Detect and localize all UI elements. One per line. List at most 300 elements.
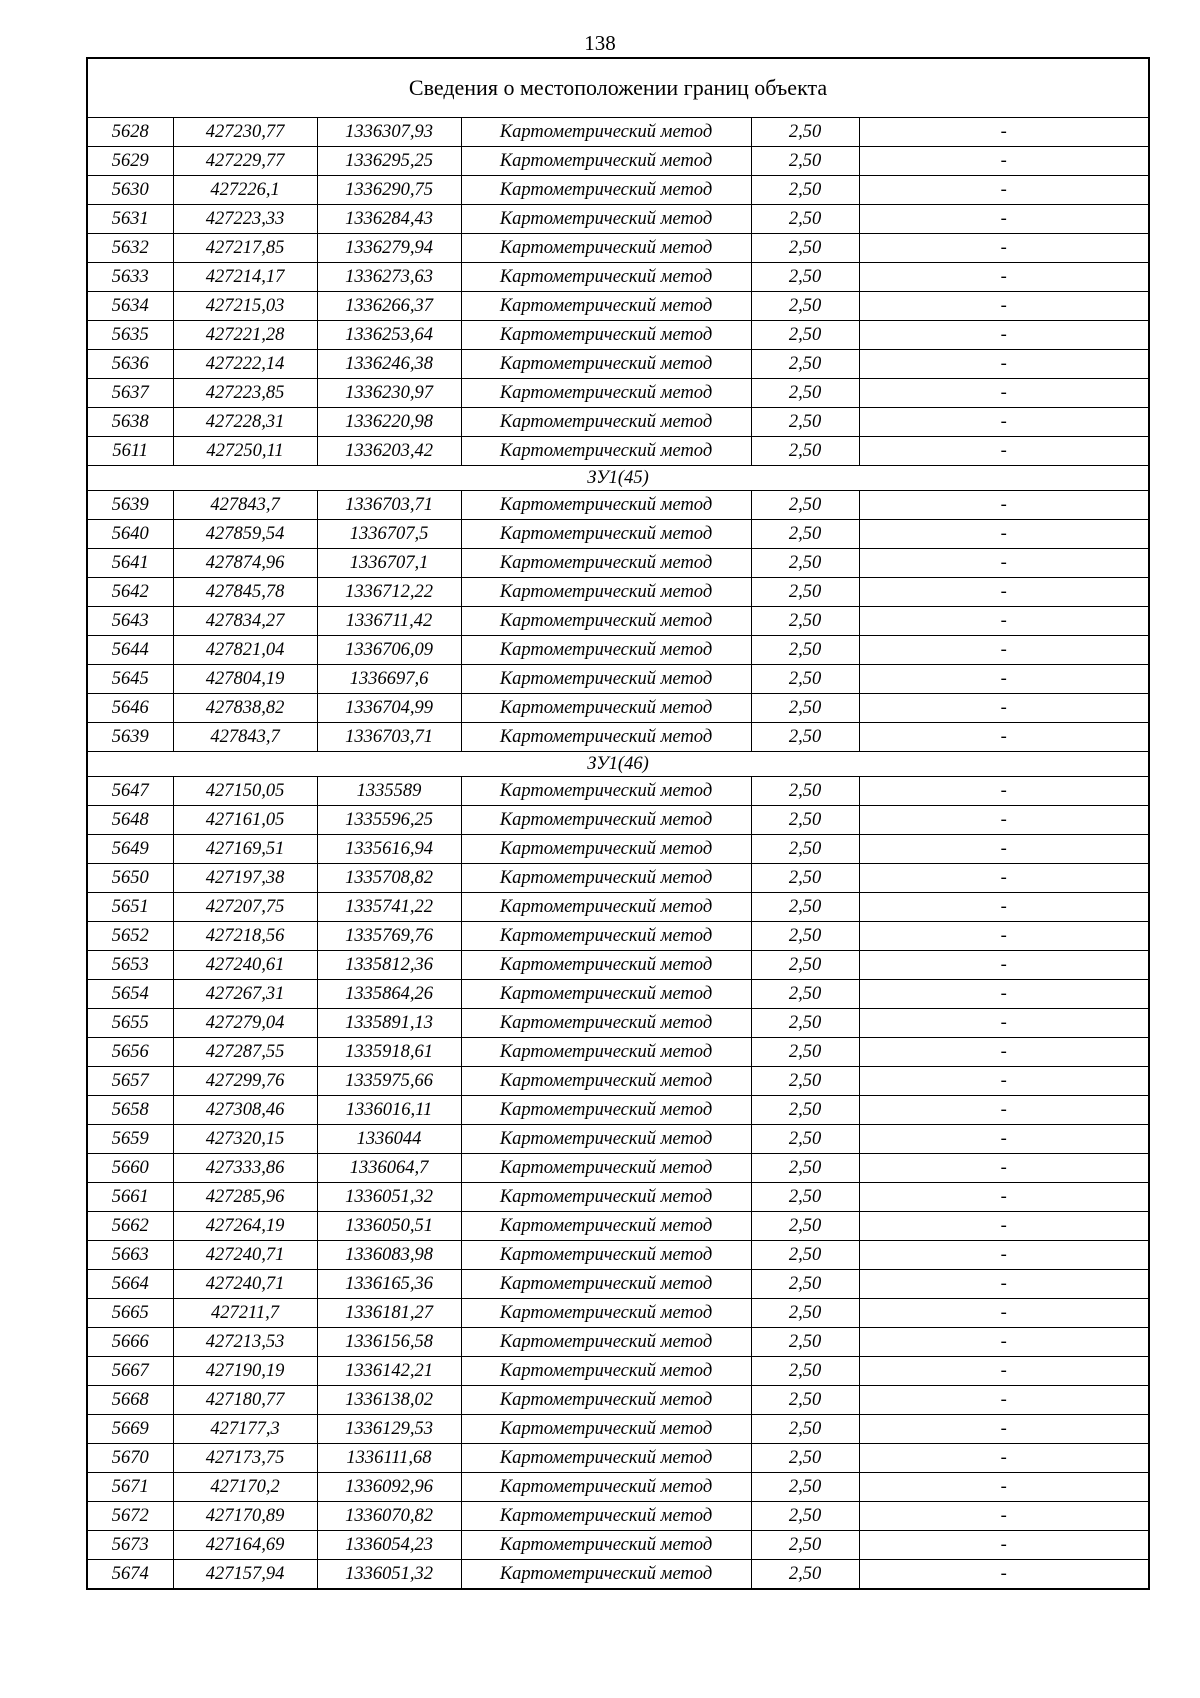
- x-coordinate-cell: 427320,15: [173, 1125, 317, 1154]
- x-coordinate-cell: 427230,77: [173, 118, 317, 147]
- method-cell: Картометрический метод: [461, 147, 751, 176]
- note-cell: -: [859, 1154, 1149, 1183]
- note-cell: -: [859, 350, 1149, 379]
- method-cell: Картометрический метод: [461, 922, 751, 951]
- x-coordinate-cell: 427223,85: [173, 379, 317, 408]
- accuracy-cell: 2,50: [751, 1502, 859, 1531]
- method-cell: Картометрический метод: [461, 520, 751, 549]
- accuracy-cell: 2,50: [751, 806, 859, 835]
- accuracy-cell: 2,50: [751, 777, 859, 806]
- point-number-cell: 5650: [87, 864, 173, 893]
- y-coordinate-cell: 1336044: [317, 1125, 461, 1154]
- y-coordinate-cell: 1335918,61: [317, 1038, 461, 1067]
- table-row: [87, 1096, 1149, 1125]
- x-coordinate-cell: 427287,55: [173, 1038, 317, 1067]
- accuracy-cell: 2,50: [751, 636, 859, 665]
- note-cell: -: [859, 118, 1149, 147]
- table-row: [87, 1502, 1149, 1531]
- point-number-cell: 5669: [87, 1415, 173, 1444]
- y-coordinate-cell: 1335864,26: [317, 980, 461, 1009]
- y-coordinate-cell: 1336273,63: [317, 263, 461, 292]
- note-cell: -: [859, 549, 1149, 578]
- point-number-cell: 5639: [87, 491, 173, 520]
- note-cell: -: [859, 1386, 1149, 1415]
- note-cell: -: [859, 491, 1149, 520]
- table-row: [87, 694, 1149, 723]
- x-coordinate-cell: 427299,76: [173, 1067, 317, 1096]
- x-coordinate-cell: 427240,61: [173, 951, 317, 980]
- y-coordinate-cell: 1336266,37: [317, 292, 461, 321]
- x-coordinate-cell: 427843,7: [173, 723, 317, 752]
- method-cell: Картометрический метод: [461, 1415, 751, 1444]
- method-cell: Картометрический метод: [461, 379, 751, 408]
- x-coordinate-cell: 427161,05: [173, 806, 317, 835]
- method-cell: Картометрический метод: [461, 723, 751, 752]
- accuracy-cell: 2,50: [751, 1212, 859, 1241]
- method-cell: Картометрический метод: [461, 437, 751, 466]
- y-coordinate-cell: 1336051,32: [317, 1560, 461, 1590]
- accuracy-cell: 2,50: [751, 234, 859, 263]
- note-cell: -: [859, 1038, 1149, 1067]
- method-cell: Картометрический метод: [461, 1038, 751, 1067]
- point-number-cell: 5646: [87, 694, 173, 723]
- accuracy-cell: 2,50: [751, 893, 859, 922]
- accuracy-cell: 2,50: [751, 1531, 859, 1560]
- accuracy-cell: 2,50: [751, 864, 859, 893]
- y-coordinate-cell: 1336220,98: [317, 408, 461, 437]
- table-row: [87, 1299, 1149, 1328]
- table-row: [87, 118, 1149, 147]
- note-cell: -: [859, 176, 1149, 205]
- x-coordinate-cell: 427285,96: [173, 1183, 317, 1212]
- table-row: [87, 980, 1149, 1009]
- point-number-cell: 5674: [87, 1560, 173, 1590]
- x-coordinate-cell: 427221,28: [173, 321, 317, 350]
- table-row: [87, 1560, 1149, 1590]
- x-coordinate-cell: 427211,7: [173, 1299, 317, 1328]
- x-coordinate-cell: 427250,11: [173, 437, 317, 466]
- y-coordinate-cell: 1336016,11: [317, 1096, 461, 1125]
- note-cell: -: [859, 1328, 1149, 1357]
- point-number-cell: 5660: [87, 1154, 173, 1183]
- y-coordinate-cell: 1336279,94: [317, 234, 461, 263]
- note-cell: -: [859, 665, 1149, 694]
- x-coordinate-cell: 427218,56: [173, 922, 317, 951]
- table-row: [87, 893, 1149, 922]
- y-coordinate-cell: 1336064,7: [317, 1154, 461, 1183]
- point-number-cell: 5651: [87, 893, 173, 922]
- boundary-table: [86, 57, 1150, 1590]
- y-coordinate-cell: 1335769,76: [317, 922, 461, 951]
- note-cell: -: [859, 1560, 1149, 1590]
- table-row: [87, 321, 1149, 350]
- point-number-cell: 5667: [87, 1357, 173, 1386]
- table-row: [87, 491, 1149, 520]
- accuracy-cell: 2,50: [751, 665, 859, 694]
- table-row: [87, 806, 1149, 835]
- accuracy-cell: 2,50: [751, 1096, 859, 1125]
- point-number-cell: 5641: [87, 549, 173, 578]
- note-cell: -: [859, 1212, 1149, 1241]
- x-coordinate-cell: 427821,04: [173, 636, 317, 665]
- point-number-cell: 5635: [87, 321, 173, 350]
- x-coordinate-cell: 427843,7: [173, 491, 317, 520]
- note-cell: -: [859, 636, 1149, 665]
- method-cell: Картометрический метод: [461, 951, 751, 980]
- note-cell: -: [859, 893, 1149, 922]
- x-coordinate-cell: 427217,85: [173, 234, 317, 263]
- table-row: [87, 1444, 1149, 1473]
- table-row: [87, 263, 1149, 292]
- method-cell: Картометрический метод: [461, 408, 751, 437]
- x-coordinate-cell: 427197,38: [173, 864, 317, 893]
- accuracy-cell: 2,50: [751, 1328, 859, 1357]
- x-coordinate-cell: 427240,71: [173, 1270, 317, 1299]
- accuracy-cell: 2,50: [751, 118, 859, 147]
- table-row: [87, 835, 1149, 864]
- note-cell: -: [859, 980, 1149, 1009]
- y-coordinate-cell: 1336165,36: [317, 1270, 461, 1299]
- method-cell: Картометрический метод: [461, 1502, 751, 1531]
- method-cell: Картометрический метод: [461, 1328, 751, 1357]
- x-coordinate-cell: 427164,69: [173, 1531, 317, 1560]
- x-coordinate-cell: 427170,2: [173, 1473, 317, 1502]
- accuracy-cell: 2,50: [751, 694, 859, 723]
- table-row: [87, 176, 1149, 205]
- table-row: [87, 1067, 1149, 1096]
- y-coordinate-cell: 1335975,66: [317, 1067, 461, 1096]
- accuracy-cell: 2,50: [751, 408, 859, 437]
- method-cell: Картометрический метод: [461, 806, 751, 835]
- table-row: [87, 578, 1149, 607]
- note-cell: -: [859, 147, 1149, 176]
- point-number-cell: 5644: [87, 636, 173, 665]
- table-title: Сведения о местоположении границ объекта: [87, 58, 1149, 118]
- point-number-cell: 5649: [87, 835, 173, 864]
- y-coordinate-cell: 1336707,5: [317, 520, 461, 549]
- method-cell: Картометрический метод: [461, 1009, 751, 1038]
- method-cell: Картометрический метод: [461, 1096, 751, 1125]
- point-number-cell: 5664: [87, 1270, 173, 1299]
- point-number-cell: 5634: [87, 292, 173, 321]
- page-number: 138: [584, 31, 616, 55]
- point-number-cell: 5648: [87, 806, 173, 835]
- table-row: [87, 1183, 1149, 1212]
- method-cell: Картометрический метод: [461, 1386, 751, 1415]
- y-coordinate-cell: 1335589: [317, 777, 461, 806]
- x-coordinate-cell: 427264,19: [173, 1212, 317, 1241]
- accuracy-cell: 2,50: [751, 1415, 859, 1444]
- y-coordinate-cell: 1336246,38: [317, 350, 461, 379]
- note-cell: -: [859, 777, 1149, 806]
- y-coordinate-cell: 1335891,13: [317, 1009, 461, 1038]
- point-number-cell: 5656: [87, 1038, 173, 1067]
- y-coordinate-cell: 1336295,25: [317, 147, 461, 176]
- method-cell: Картометрический метод: [461, 321, 751, 350]
- note-cell: -: [859, 1473, 1149, 1502]
- accuracy-cell: 2,50: [751, 1357, 859, 1386]
- x-coordinate-cell: 427169,51: [173, 835, 317, 864]
- table-row: [87, 379, 1149, 408]
- table-row: [87, 777, 1149, 806]
- x-coordinate-cell: 427180,77: [173, 1386, 317, 1415]
- x-coordinate-cell: 427150,05: [173, 777, 317, 806]
- point-number-cell: 5659: [87, 1125, 173, 1154]
- table-row: [87, 1154, 1149, 1183]
- table-row: [87, 549, 1149, 578]
- method-cell: Картометрический метод: [461, 777, 751, 806]
- x-coordinate-cell: 427170,89: [173, 1502, 317, 1531]
- table-row: [87, 1241, 1149, 1270]
- accuracy-cell: 2,50: [751, 1183, 859, 1212]
- accuracy-cell: 2,50: [751, 1067, 859, 1096]
- method-cell: Картометрический метод: [461, 234, 751, 263]
- x-coordinate-cell: 427207,75: [173, 893, 317, 922]
- point-number-cell: 5666: [87, 1328, 173, 1357]
- point-number-cell: 5636: [87, 350, 173, 379]
- x-coordinate-cell: 427173,75: [173, 1444, 317, 1473]
- method-cell: Картометрический метод: [461, 980, 751, 1009]
- point-number-cell: 5640: [87, 520, 173, 549]
- note-cell: -: [859, 607, 1149, 636]
- note-cell: -: [859, 408, 1149, 437]
- y-coordinate-cell: 1336070,82: [317, 1502, 461, 1531]
- point-number-cell: 5663: [87, 1241, 173, 1270]
- table-row: [87, 1212, 1149, 1241]
- note-cell: -: [859, 835, 1149, 864]
- x-coordinate-cell: 427874,96: [173, 549, 317, 578]
- note-cell: -: [859, 1444, 1149, 1473]
- y-coordinate-cell: 1335812,36: [317, 951, 461, 980]
- section-header-row: [87, 752, 1149, 777]
- x-coordinate-cell: 427190,19: [173, 1357, 317, 1386]
- note-cell: -: [859, 1096, 1149, 1125]
- method-cell: Картометрический метод: [461, 176, 751, 205]
- note-cell: -: [859, 205, 1149, 234]
- y-coordinate-cell: 1335596,25: [317, 806, 461, 835]
- note-cell: -: [859, 1531, 1149, 1560]
- table-row: [87, 1386, 1149, 1415]
- x-coordinate-cell: 427279,04: [173, 1009, 317, 1038]
- method-cell: Картометрический метод: [461, 1444, 751, 1473]
- table-row: [87, 147, 1149, 176]
- note-cell: -: [859, 321, 1149, 350]
- accuracy-cell: 2,50: [751, 1009, 859, 1038]
- accuracy-cell: 2,50: [751, 578, 859, 607]
- accuracy-cell: 2,50: [751, 723, 859, 752]
- x-coordinate-cell: 427308,46: [173, 1096, 317, 1125]
- point-number-cell: 5668: [87, 1386, 173, 1415]
- table-row: [87, 723, 1149, 752]
- note-cell: -: [859, 1502, 1149, 1531]
- method-cell: Картометрический метод: [461, 607, 751, 636]
- accuracy-cell: 2,50: [751, 437, 859, 466]
- method-cell: Картометрический метод: [461, 665, 751, 694]
- section-label: ЗУ1(46): [87, 752, 1149, 777]
- point-number-cell: 5654: [87, 980, 173, 1009]
- method-cell: Картометрический метод: [461, 549, 751, 578]
- method-cell: Картометрический метод: [461, 835, 751, 864]
- note-cell: -: [859, 1125, 1149, 1154]
- accuracy-cell: 2,50: [751, 1560, 859, 1590]
- method-cell: Картометрический метод: [461, 1299, 751, 1328]
- x-coordinate-cell: 427213,53: [173, 1328, 317, 1357]
- method-cell: Картометрический метод: [461, 1183, 751, 1212]
- point-number-cell: 5658: [87, 1096, 173, 1125]
- table-row: [87, 665, 1149, 694]
- y-coordinate-cell: 1336703,71: [317, 491, 461, 520]
- y-coordinate-cell: 1336253,64: [317, 321, 461, 350]
- point-number-cell: 5671: [87, 1473, 173, 1502]
- point-number-cell: 5611: [87, 437, 173, 466]
- note-cell: -: [859, 234, 1149, 263]
- table-row: [87, 1473, 1149, 1502]
- table-row: [87, 350, 1149, 379]
- point-number-cell: 5652: [87, 922, 173, 951]
- y-coordinate-cell: 1336142,21: [317, 1357, 461, 1386]
- table-row: [87, 636, 1149, 665]
- x-coordinate-cell: 427229,77: [173, 147, 317, 176]
- note-cell: -: [859, 1357, 1149, 1386]
- y-coordinate-cell: 1336203,42: [317, 437, 461, 466]
- point-number-cell: 5629: [87, 147, 173, 176]
- point-number-cell: 5645: [87, 665, 173, 694]
- y-coordinate-cell: 1336704,99: [317, 694, 461, 723]
- x-coordinate-cell: 427267,31: [173, 980, 317, 1009]
- y-coordinate-cell: 1336054,23: [317, 1531, 461, 1560]
- accuracy-cell: 2,50: [751, 491, 859, 520]
- method-cell: Картометрический метод: [461, 1357, 751, 1386]
- x-coordinate-cell: 427177,3: [173, 1415, 317, 1444]
- accuracy-cell: 2,50: [751, 147, 859, 176]
- x-coordinate-cell: 427228,31: [173, 408, 317, 437]
- note-cell: -: [859, 1270, 1149, 1299]
- accuracy-cell: 2,50: [751, 520, 859, 549]
- y-coordinate-cell: 1336181,27: [317, 1299, 461, 1328]
- note-cell: -: [859, 951, 1149, 980]
- x-coordinate-cell: 427157,94: [173, 1560, 317, 1590]
- method-cell: Картометрический метод: [461, 694, 751, 723]
- accuracy-cell: 2,50: [751, 607, 859, 636]
- point-number-cell: 5628: [87, 118, 173, 147]
- method-cell: Картометрический метод: [461, 1125, 751, 1154]
- note-cell: -: [859, 1009, 1149, 1038]
- method-cell: Картометрический метод: [461, 636, 751, 665]
- x-coordinate-cell: 427804,19: [173, 665, 317, 694]
- x-coordinate-cell: 427223,33: [173, 205, 317, 234]
- point-number-cell: 5661: [87, 1183, 173, 1212]
- note-cell: -: [859, 723, 1149, 752]
- point-number-cell: 5631: [87, 205, 173, 234]
- point-number-cell: 5665: [87, 1299, 173, 1328]
- table-row: [87, 607, 1149, 636]
- point-number-cell: 5662: [87, 1212, 173, 1241]
- section-header-row: [87, 466, 1149, 491]
- method-cell: Картометрический метод: [461, 118, 751, 147]
- accuracy-cell: 2,50: [751, 1299, 859, 1328]
- y-coordinate-cell: 1335708,82: [317, 864, 461, 893]
- method-cell: Картометрический метод: [461, 491, 751, 520]
- method-cell: Картометрический метод: [461, 1560, 751, 1590]
- point-number-cell: 5642: [87, 578, 173, 607]
- y-coordinate-cell: 1336697,6: [317, 665, 461, 694]
- accuracy-cell: 2,50: [751, 1241, 859, 1270]
- accuracy-cell: 2,50: [751, 835, 859, 864]
- point-number-cell: 5643: [87, 607, 173, 636]
- method-cell: Картометрический метод: [461, 1154, 751, 1183]
- accuracy-cell: 2,50: [751, 350, 859, 379]
- y-coordinate-cell: 1335741,22: [317, 893, 461, 922]
- method-cell: Картометрический метод: [461, 578, 751, 607]
- note-cell: -: [859, 263, 1149, 292]
- point-number-cell: 5673: [87, 1531, 173, 1560]
- point-number-cell: 5647: [87, 777, 173, 806]
- y-coordinate-cell: 1336083,98: [317, 1241, 461, 1270]
- y-coordinate-cell: 1336138,02: [317, 1386, 461, 1415]
- table-row: [87, 205, 1149, 234]
- point-number-cell: 5630: [87, 176, 173, 205]
- note-cell: -: [859, 806, 1149, 835]
- table-row: [87, 1125, 1149, 1154]
- accuracy-cell: 2,50: [751, 1270, 859, 1299]
- accuracy-cell: 2,50: [751, 292, 859, 321]
- note-cell: -: [859, 520, 1149, 549]
- x-coordinate-cell: 427226,1: [173, 176, 317, 205]
- table-row: [87, 234, 1149, 263]
- table-title-row: [87, 58, 1149, 118]
- note-cell: -: [859, 864, 1149, 893]
- accuracy-cell: 2,50: [751, 951, 859, 980]
- method-cell: Картометрический метод: [461, 1067, 751, 1096]
- table-row: [87, 951, 1149, 980]
- y-coordinate-cell: 1336129,53: [317, 1415, 461, 1444]
- y-coordinate-cell: 1336707,1: [317, 549, 461, 578]
- y-coordinate-cell: 1336284,43: [317, 205, 461, 234]
- method-cell: Картометрический метод: [461, 1241, 751, 1270]
- point-number-cell: 5657: [87, 1067, 173, 1096]
- point-number-cell: 5670: [87, 1444, 173, 1473]
- x-coordinate-cell: 427222,14: [173, 350, 317, 379]
- accuracy-cell: 2,50: [751, 1386, 859, 1415]
- table-row: [87, 1270, 1149, 1299]
- table-row: [87, 864, 1149, 893]
- note-cell: -: [859, 578, 1149, 607]
- accuracy-cell: 2,50: [751, 1444, 859, 1473]
- accuracy-cell: 2,50: [751, 1038, 859, 1067]
- note-cell: -: [859, 437, 1149, 466]
- table-row: [87, 408, 1149, 437]
- x-coordinate-cell: 427838,82: [173, 694, 317, 723]
- table-row: [87, 1038, 1149, 1067]
- accuracy-cell: 2,50: [751, 549, 859, 578]
- accuracy-cell: 2,50: [751, 1154, 859, 1183]
- x-coordinate-cell: 427214,17: [173, 263, 317, 292]
- accuracy-cell: 2,50: [751, 176, 859, 205]
- y-coordinate-cell: 1336156,58: [317, 1328, 461, 1357]
- table-row: [87, 437, 1149, 466]
- accuracy-cell: 2,50: [751, 980, 859, 1009]
- note-cell: -: [859, 1183, 1149, 1212]
- y-coordinate-cell: 1336051,32: [317, 1183, 461, 1212]
- point-number-cell: 5637: [87, 379, 173, 408]
- y-coordinate-cell: 1336711,42: [317, 607, 461, 636]
- x-coordinate-cell: 427859,54: [173, 520, 317, 549]
- method-cell: Картометрический метод: [461, 205, 751, 234]
- y-coordinate-cell: 1336092,96: [317, 1473, 461, 1502]
- y-coordinate-cell: 1336712,22: [317, 578, 461, 607]
- note-cell: -: [859, 1241, 1149, 1270]
- method-cell: Картометрический метод: [461, 292, 751, 321]
